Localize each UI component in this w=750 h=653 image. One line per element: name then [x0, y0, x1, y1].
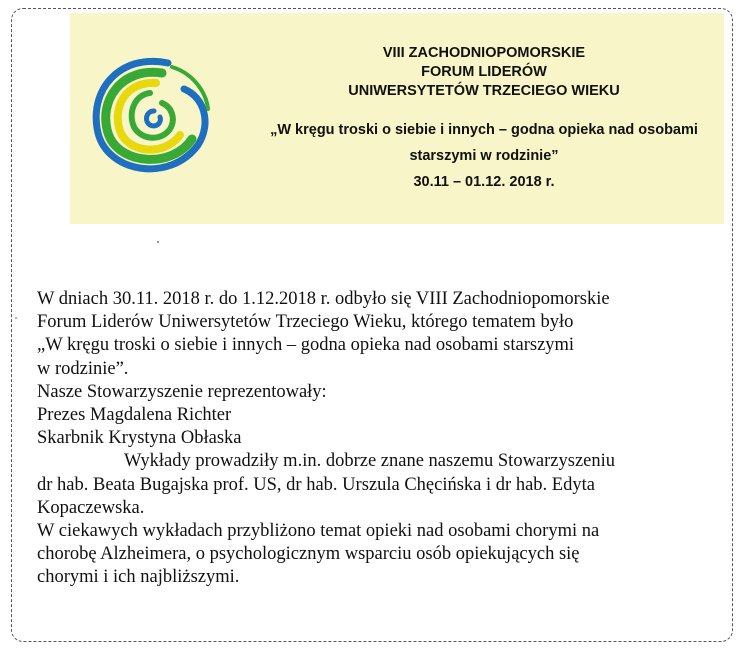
body-line: chorymi i ich najbliższymi. — [37, 567, 240, 588]
event-theme-line: „W kręgu troski o siebie i innych – godna opieka nad osobami — [270, 122, 698, 138]
body-line: „W kręgu troski o siebie i innych – godna opieka nad osobami starszymi — [37, 335, 575, 356]
article-body — [37, 288, 717, 590]
body-line: Forum Liderów Uniwersytetów Trzeciego Wieku, którego tematem było — [37, 312, 574, 333]
event-name-line: UNIWERSYTETÓW TRZECIEGO WIEKU — [348, 83, 620, 99]
body-line: Wykłady prowadziły m.in. dobrze znane naszemu Stowarzyszeniu — [124, 451, 616, 472]
event-theme — [244, 117, 724, 195]
body-line: dr hab. Beata Bugajska prof. US, dr hab. Urszula Chęcińska i dr hab. Edyta — [37, 474, 595, 495]
scan-speck — [15, 317, 17, 319]
event-name-line: FORUM LIDERÓW — [421, 64, 547, 80]
scan-speck — [157, 241, 159, 243]
body-line: Prezes Magdalena Richter — [37, 405, 232, 426]
event-dates: 30.11 – 01.12. 2018 r. — [413, 174, 555, 190]
body-line: W dniach 30.11. 2018 r. do 1.12.2018 r. odbyło się VIII Zachodniopomorskie — [37, 289, 610, 309]
event-name-line: VIII ZACHODNIOPOMORSKIE — [382, 45, 586, 61]
body-line: chorobę Alzheimera, o psychologicznym wsparciu osób opiekujących się — [37, 544, 580, 565]
forum-logo — [80, 45, 220, 185]
body-line: Kopaczewska. — [37, 497, 145, 518]
body-line: Skarbnik Krystyna Obłaska — [37, 428, 242, 449]
event-info — [244, 44, 724, 195]
event-theme-line: starszymi w rodzinie” — [409, 148, 559, 164]
body-line: w rodzinie”. — [37, 358, 129, 379]
body-line: W ciekawych wykładach przybliżono temat opieki nad osobami chorymi na — [37, 521, 600, 542]
body-line: Nasze Stowarzyszenie reprezentowały: — [37, 381, 327, 402]
